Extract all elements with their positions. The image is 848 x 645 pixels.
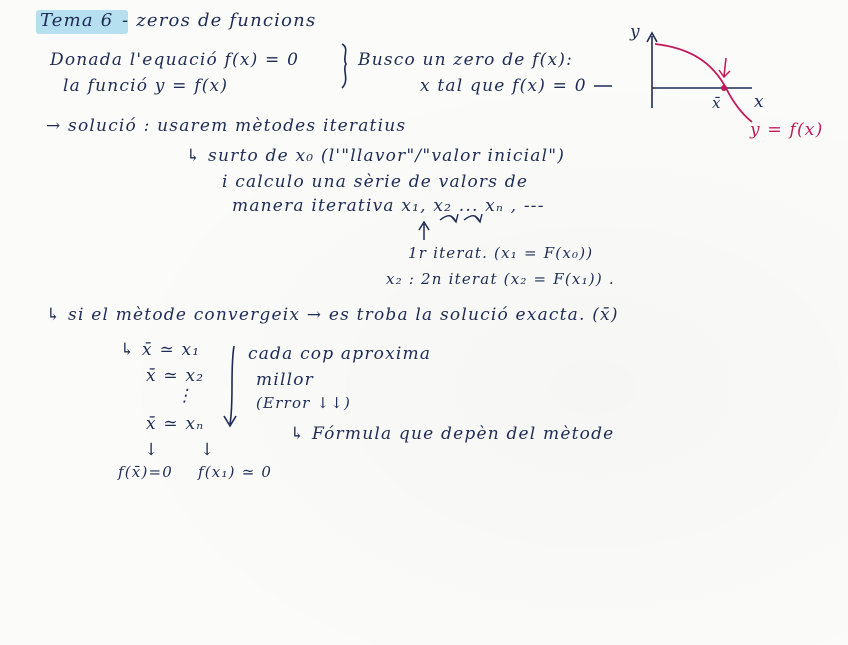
graph-y-label: y: [630, 22, 641, 42]
note-4: ↳ Fórmula que depèn del mètode: [290, 424, 615, 444]
graph-root-arrow: [719, 58, 730, 77]
graph-curve: [655, 44, 752, 122]
title-topic: Tema 6: [40, 10, 114, 31]
iterate-1: 1r iterat. (x₁ = F(x₀)): [408, 244, 594, 262]
down-arrow-1: ↓: [144, 440, 160, 460]
solution-line-1: → solució : usarem mètodes iteratius: [46, 116, 407, 136]
down-arrow-2: ↓: [200, 440, 216, 460]
iter-curl-1: [440, 214, 458, 222]
iter-curl-2: [464, 214, 482, 222]
intro-right-1: Busco un zero de f(x):: [358, 50, 574, 70]
bottom-right: f(x₁) ≃ 0: [198, 463, 273, 481]
convergence-line: ↳ si el mètode convergeix → es troba la solució exacta. (x̄): [46, 305, 619, 325]
approx-n: x̄ ≃ xₙ: [146, 414, 205, 434]
intro-line-2: la funció y = f(x): [63, 76, 229, 96]
note-1: cada cop aproxima: [248, 344, 432, 364]
graph-root-point: [721, 85, 727, 91]
convergence-brace: [224, 346, 236, 426]
title-rest: - zeros de funcions: [122, 10, 317, 31]
intro-right-2: x tal que f(x) = 0: [420, 76, 587, 96]
approx-dots: ⋮: [176, 386, 195, 406]
solution-line-3: i calculo una sèrie de valors de: [222, 172, 529, 192]
solution-line-4: manera iterativa x₁, x₂ ... xₙ , ---: [232, 196, 545, 216]
bottom-left: f(x̄)=0: [118, 463, 174, 481]
approx-1: ↳ x̄ ≃ x₁: [120, 340, 201, 360]
note-3: (Error ↓↓): [256, 394, 352, 412]
iterate-2: x₂ : 2n iterat (x₂ = F(x₁)) .: [386, 270, 615, 288]
note-2: millor: [256, 370, 314, 390]
graph-curve-label: y = f(x): [750, 120, 824, 140]
graph-x-label: x: [754, 92, 765, 112]
approx-2: x̄ ≃ x₂: [146, 366, 205, 386]
graph-root-label: x̄: [712, 94, 722, 112]
iter-up-arrow: [419, 222, 429, 240]
solution-line-2: ↳ surto de x₀ (l'"llavor"/"valor inicial"): [186, 146, 566, 166]
intro-line-1: Donada l'equació f(x) = 0: [50, 50, 300, 70]
intro-brace: [342, 44, 346, 88]
